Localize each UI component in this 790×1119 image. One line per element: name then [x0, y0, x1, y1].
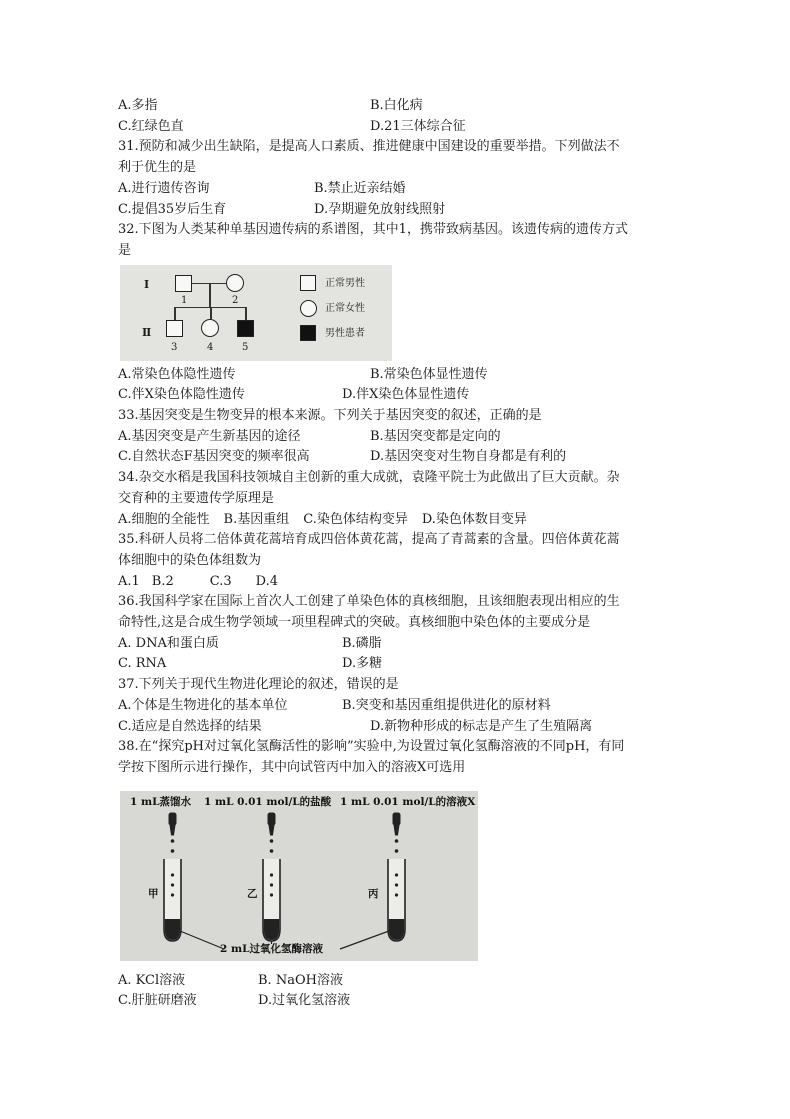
q32-option-c: C.伴X染色体隐性遗传 [118, 387, 245, 403]
enzyme-solution-label: 2 mL过氧化氢酶溶液 [220, 942, 323, 955]
q33-option-a: A.基因突变是产生新基因的途径 [118, 428, 301, 444]
reagent-label-water: 1 mL蒸馏水 [130, 795, 191, 808]
q38-stem-2: 学按下图所示进行操作，其中向试管丙中加入的溶液X可选用 [118, 759, 466, 775]
q36-option-a: A. DNA和蛋白质 [118, 635, 219, 651]
q37-option-b: B.突变和基因重组提供进化的原材料 [342, 697, 551, 713]
q32-stem-1: 32.下图为人类某种单基因遗传病的系谱图，其中1，携带致病基因。该遗传病的遗传方式 [118, 222, 628, 238]
individual-3-male-symbol [166, 320, 183, 337]
descent-line [209, 283, 211, 307]
q34-option-d: D.染色体数目变异 [421, 511, 527, 527]
legend-normal-male-symbol [300, 275, 316, 291]
q30-options [118, 96, 678, 117]
individual-4-label: 4 [207, 341, 214, 353]
legend-normal-male-label: 正常男性 [325, 277, 365, 289]
q32-option-a: A.常染色体隐性遗传 [118, 366, 236, 382]
q33-options-row2 [118, 447, 678, 468]
individual-2-female-symbol [226, 274, 244, 292]
individual-5-label: 5 [242, 341, 249, 353]
individual-5-affected-male-symbol [237, 320, 254, 337]
legend-affected-male-label: 男性患者 [325, 327, 365, 339]
q34-stem-2: 交育种的主要遗传学原理是 [118, 490, 275, 506]
q31-option-c: C.提倡35岁后生育 [118, 201, 227, 217]
dropper-tip-1 [170, 825, 175, 835]
q36-stem-1: 36.我国科学家在国际上首次人工创建了单染色体的真核细胞，且该细胞表现出相应的生 [118, 594, 620, 610]
tube-drawing [120, 791, 478, 961]
q35-option-d: D.4 [255, 573, 279, 589]
q35-stem-2: 体细胞中的染色体组数为 [118, 552, 262, 568]
q31-option-d: D.孕期避免放射线照射 [314, 201, 446, 217]
q31-options-row2 [118, 200, 678, 221]
q37-stem-1: 37.下列关于现代生物进化理论的叙述，错误的是 [118, 677, 399, 693]
tube-label-yi: 乙 [247, 887, 258, 900]
q33-option-c: C.自然状态F基因突变的频率很高 [118, 449, 310, 465]
q33-option-d: D.基因突变对生物自身都是有利的 [370, 449, 567, 465]
q32-options-row2 [118, 385, 678, 406]
q30-option-c: C.红绿色直 [118, 118, 184, 134]
q31-options [118, 179, 678, 200]
q30-option-d: D.21三体综合征 [370, 118, 466, 134]
individual-1-label: 1 [181, 294, 188, 306]
drop-line-5 [245, 307, 247, 320]
q35-options [118, 572, 678, 593]
q35-option-c: C.3 [209, 573, 232, 589]
q31-option-a: A.进行遗传咨询 [118, 180, 210, 196]
q32-options [118, 365, 678, 386]
individual-3-label: 3 [171, 341, 178, 353]
q35-stem-1: 35.科研人员将二倍体黄花蒿培育成四倍体黄花蒿，提高了青蒿素的含量。四倍体黄花蒿 [118, 532, 620, 548]
q36-options [118, 634, 678, 655]
drop-line-3 [174, 307, 176, 320]
q32-option-b: B.常染色体显性遗传 [370, 366, 488, 382]
dropper-bulb-2 [268, 813, 275, 825]
q38-option-a: A. KCl溶液 [118, 972, 186, 988]
q36-option-d: D.多糖 [342, 656, 383, 672]
q38-option-b: B. NaOH溶液 [258, 972, 343, 988]
q37-option-a: A.个体是生物进化的基本单位 [118, 697, 288, 713]
drop-line-4 [210, 307, 212, 319]
q32-stem-2: 是 [118, 242, 132, 258]
q37-option-d: D.新物种形成的标志是产生了生殖隔离 [370, 718, 593, 734]
q31-stem-2: 利于优生的是 [118, 160, 197, 176]
tube-label-bing: 丙 [368, 887, 379, 900]
q36-options-row2 [118, 654, 678, 675]
reagent-label-hcl: 1 mL 0.01 mol/L的盐酸 [204, 795, 332, 808]
q30-options-row2 [118, 117, 678, 138]
q30-option-b: B.白化病 [370, 98, 423, 113]
q34-option-c: C.染色体结构变异 [303, 511, 408, 527]
tube-label-jia: 甲 [148, 887, 159, 900]
dropper-bulb-3 [393, 813, 400, 825]
q37-options [118, 696, 678, 717]
q33-option-b: B.基因突变都是定向的 [370, 428, 501, 444]
q34-options [118, 510, 678, 531]
q36-option-c: C. RNA [118, 656, 167, 672]
q38-option-c: C.肝脏研磨液 [118, 993, 197, 1009]
individual-2-label: 2 [232, 294, 239, 306]
q31-option-b: B.禁止近亲结婚 [314, 180, 406, 196]
q31-stem-1: 31.预防和减少出生缺陷，是提高人口素质、推进健康中国建设的重要举措。下列做法不 [118, 139, 620, 155]
q32-option-d: D.伴X染色体显性遗传 [342, 387, 470, 403]
dropper-tip-3 [394, 825, 399, 835]
dropper-bulb-1 [169, 813, 176, 825]
legend-normal-female-symbol [300, 300, 317, 317]
individual-1-male-symbol [175, 275, 192, 292]
q30-option-a: A.多指 [118, 98, 158, 113]
q34-option-a: A.细胞的全能性 [118, 511, 210, 527]
q34-option-b: B.基因重组 [223, 511, 290, 527]
dropper-tip-2 [269, 825, 274, 835]
q37-option-c: C.适应是自然选择的结果 [118, 718, 262, 734]
legend-normal-female-label: 正常女性 [325, 302, 365, 314]
exam-page [118, 96, 678, 1012]
q36-stem-2: 命特性,这是合成生物学领域一项里程碑式的突破。真核细胞中染色体的主要成分是 [118, 615, 591, 631]
q34-stem-1: 34.杂交水稻是我国科技领城自主创新的重大成就，袁隆平院士为此做出了巨大贡献。杂 [118, 470, 620, 486]
q38-options-row2 [118, 991, 678, 1012]
individual-4-female-symbol [201, 319, 219, 337]
pedigree-figure [120, 265, 392, 361]
generation-label-2: Ⅱ [142, 325, 152, 339]
reagent-label-solution-x: 1 mL 0.01 mol/L的溶液X [340, 795, 476, 808]
q38-options [118, 971, 678, 992]
q35-option-b: B.2 [151, 573, 174, 589]
q38-option-d: D.过氧化氢溶液 [258, 993, 351, 1009]
q33-options [118, 427, 678, 448]
q35-option-a: A.1 [118, 573, 140, 589]
q36-option-b: B.磷脂 [342, 635, 382, 651]
generation-label-1: I [144, 277, 150, 291]
q37-options-row2 [118, 717, 678, 738]
q33-stem-1: 33.基因突变是生物变异的根本来源。下列关于基因突变的叙述，正确的是 [118, 408, 542, 424]
legend-affected-male-symbol [300, 325, 316, 341]
q38-stem-1: 38.在“探究pH对过氧化氢酶活性的影响”实验中,为设置过氧化氢酶溶液的不同pH，有同 [118, 739, 625, 755]
test-tube-figure [120, 791, 478, 961]
